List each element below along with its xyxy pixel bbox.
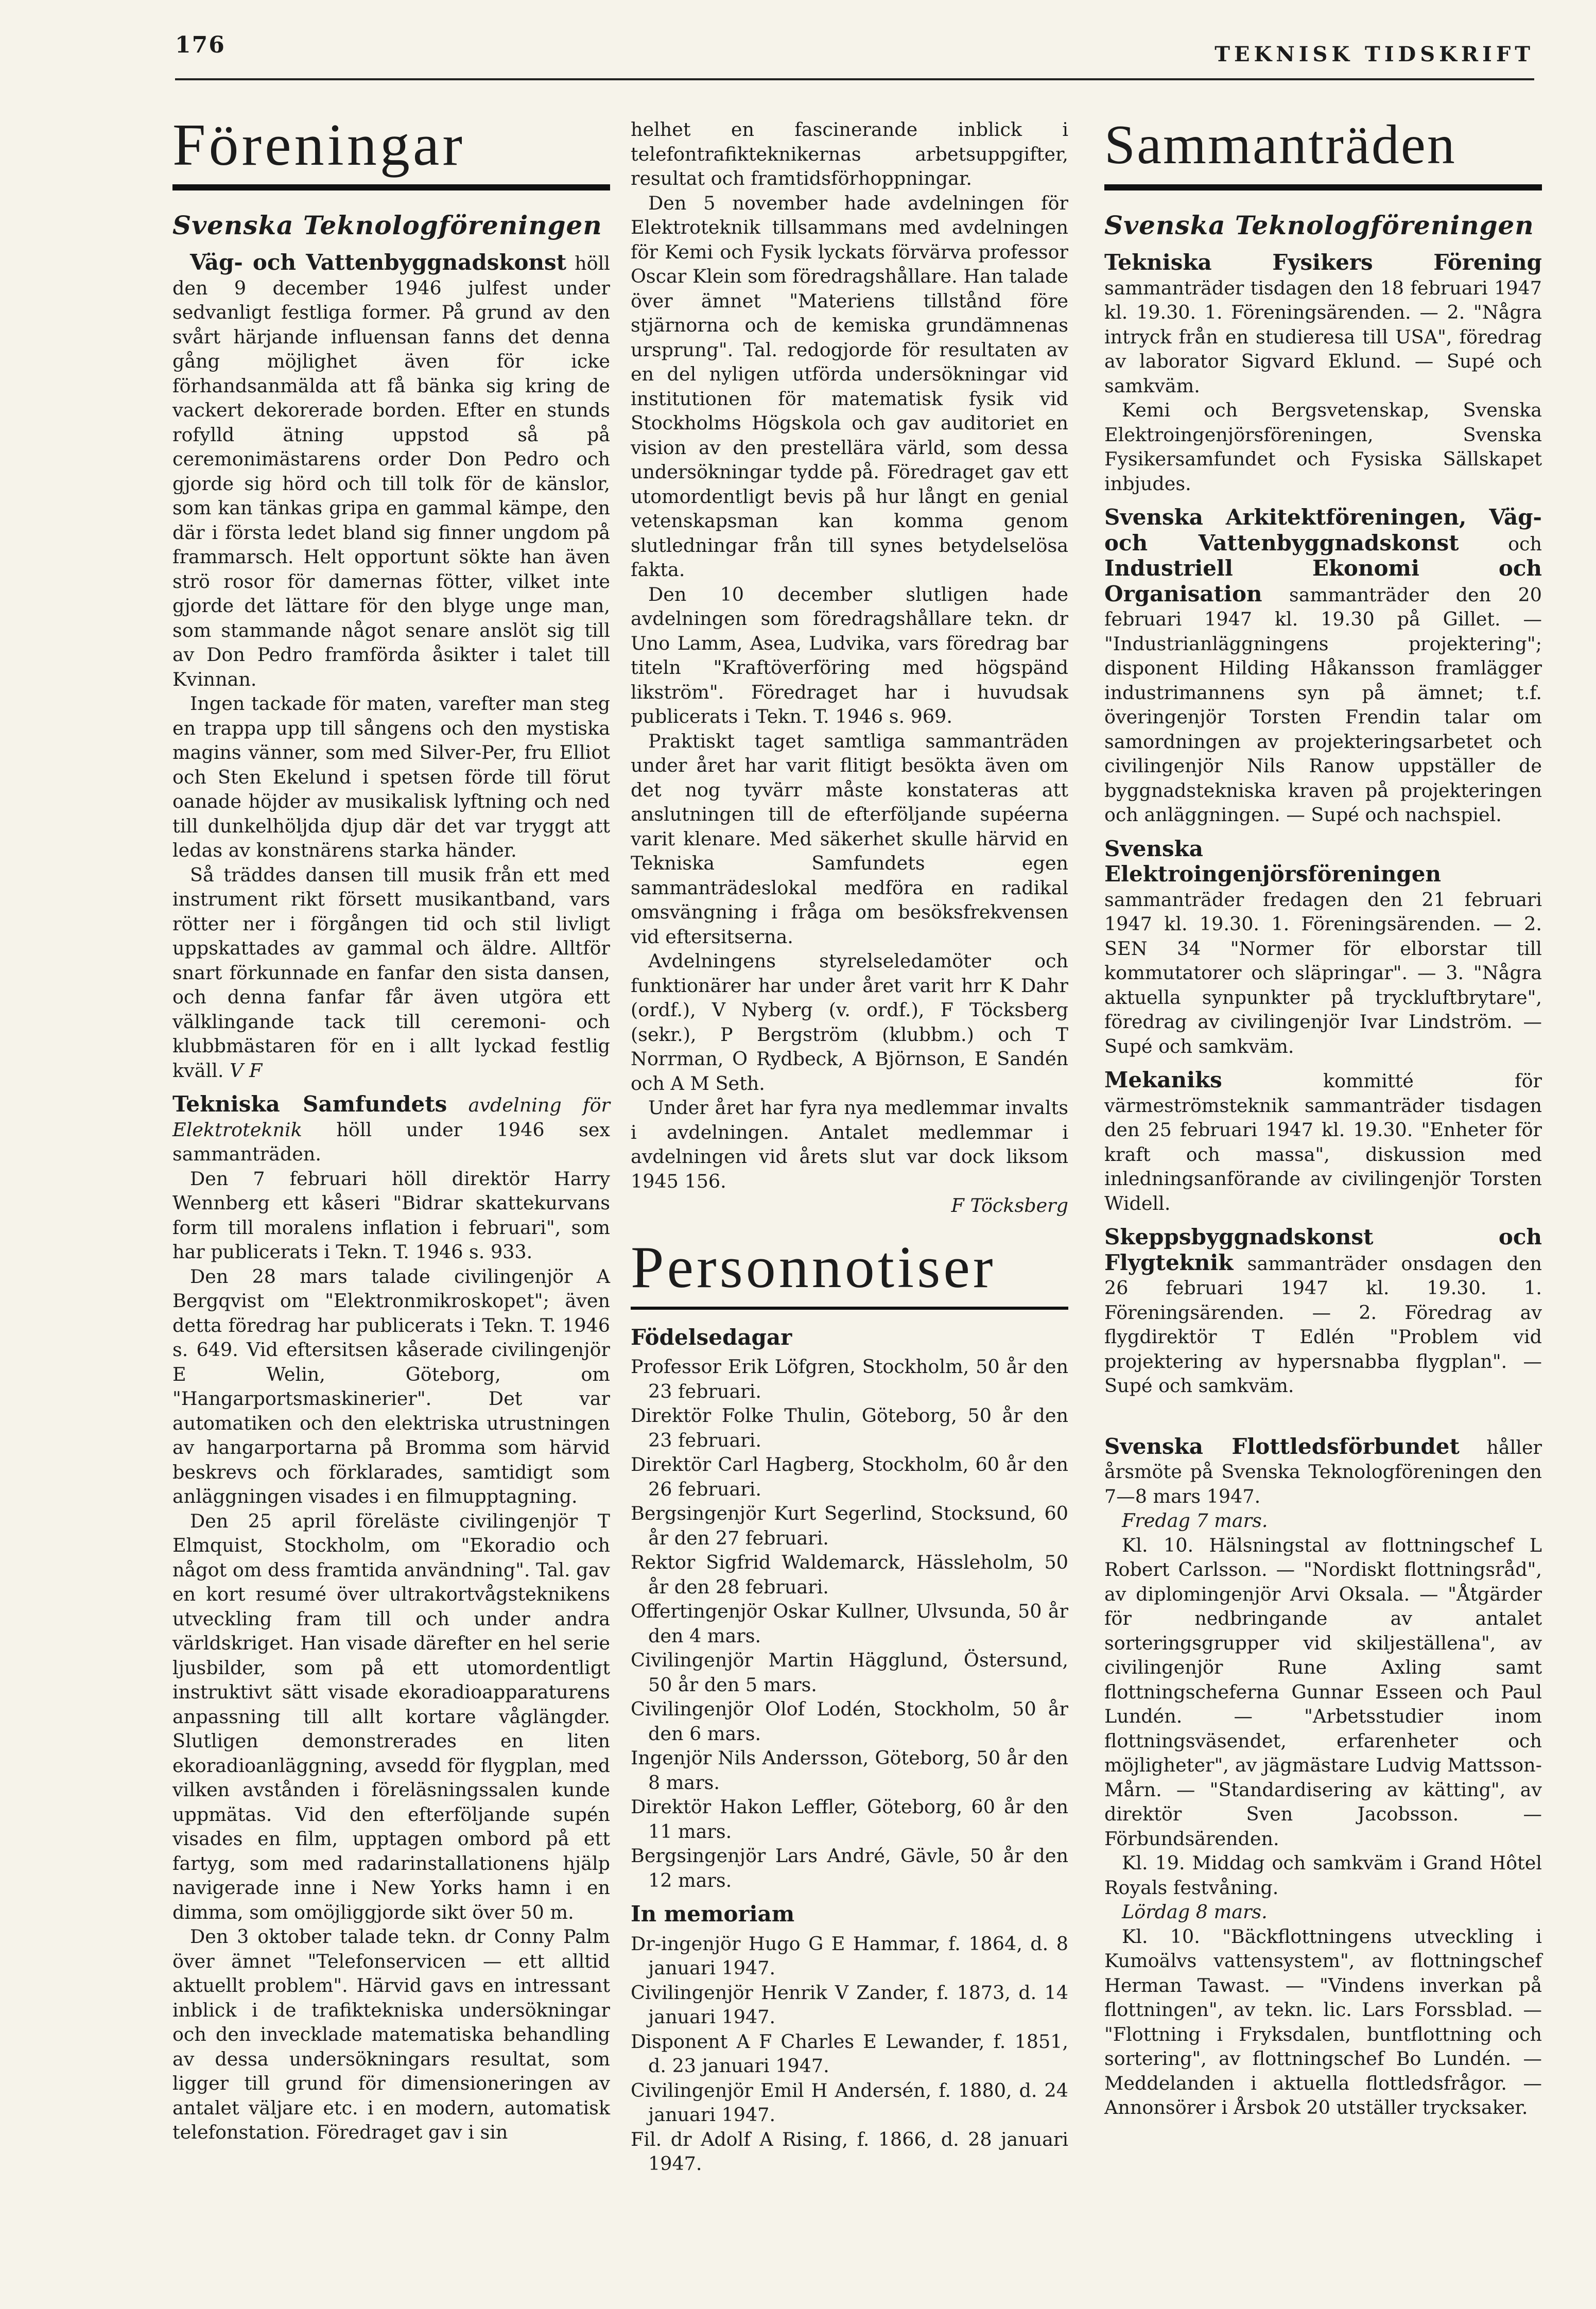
paragraph: Under året har fyra nya medlemmar invalts i avdelningen. Antalet medlemmar i avdelningen vid årets slut var dock liksom 1945 156.: [631, 1097, 1068, 1192]
paragraph: Den 10 december slutligen hade avdelningen som föredragshållare tekn. dr Uno Lamm, Asea, Ludvika, vars föredrag bar titeln "Kraftöverföring med högspänd likström". Föredraget har i huvudsak publicerats i Tekn. T. 1946 s. 969.: [631, 583, 1068, 727]
list-item: Professor Erik Löfgren, Stockholm, 50 år den 23 februari.: [631, 1356, 1068, 1402]
italic-text: avdelning för Elektroteknik: [172, 1094, 611, 1141]
lead-text: Tekniska Samfundets: [172, 1091, 447, 1117]
paragraph: Kl. 19. Middag och samkväm i Grand Hôtel Royals festvåning.: [1104, 1852, 1542, 1899]
paragraph: sammanträder den 20 februari 1947 kl. 19.30 på Gillet. — "Industrianläggningens projektering"; disponent Hilding Håkansson framlägger industrimannens syn på ämnet; t.f. överingenjör Torsten Frendin talar om samordningen av projekteringsarbetet och civilingenjör Nils Ranow uppställer de byggnadstekniska kraven på projekteringen och anläggningen. — Supé och nachspiel.: [1104, 583, 1542, 826]
lead-text: Skeppsbyggnadskonst och Flygteknik: [1104, 1224, 1542, 1275]
lead-text: Svenska Elektroingenjörsföreningen: [1104, 836, 1442, 887]
list-item: Bergsingenjör Kurt Segerlind, Stocksund, 60 år den 27 februari.: [631, 1502, 1068, 1549]
list-item: Direktör Carl Hagberg, Stockholm, 60 år den 26 februari.: [631, 1453, 1068, 1500]
paragraph: sammanträder fredagen den 21 februari 1947 kl. 19.30. 1. Föreningsärenden. — 2. SEN 34 "Normer för elborstar till kommutatorer och släpringar". — 3. "Några aktuella synpunkter på tryckluftbrytare", föredrag av civilingenjör Ivar Lindström. — Supé och samkväm.: [1104, 888, 1542, 1057]
section-title-personnotiser: Personnotiser: [631, 1234, 996, 1300]
list-item: Disponent A F Charles E Lewander, f. 1851, d. 23 januari 1947.: [631, 2030, 1068, 2077]
list-item: Ingenjör Nils Andersson, Göteborg, 50 år den 8 mars.: [631, 1747, 1068, 1794]
list-item: Rektor Sigfrid Waldemarck, Hässleholm, 50 år den 28 februari.: [631, 1551, 1068, 1598]
list-item: Civilingenjör Henrik V Zander, f. 1873, d. 14 januari 1947.: [631, 1981, 1068, 2028]
lead-text: Tekniska Fysikers Förening: [1104, 250, 1542, 275]
paragraph: Ingen tackade för maten, varefter man steg en trappa upp till sångens och den mystiska magins vänner, som med Silver-Per, fru Elliot och Sten Ekelund i spetsen förde till förut oanade höjder av musikalisk lyftning och ned till dunkelhöljda djup där det var tryggt att ledas av konstnärens starka händer.: [172, 692, 610, 861]
paragraph: sammanträder tisdagen den 18 februari 1947 kl. 19.30. 1. Föreningsärenden. — 2. "Några intryck från en studieresa till USA", föredrag av laborator Sigvard Eklund. — Supé och samkväm.: [1104, 276, 1542, 397]
page-number: 176: [175, 32, 225, 58]
lead-text: Svenska Flottledsförbundet: [1104, 1433, 1460, 1459]
column-1: [172, 113, 610, 2145]
signature: V F: [230, 1059, 263, 1082]
paragraph: Den 28 mars talade civilingenjör A Bergqvist om "Elektronmikroskopet"; även detta föredrag har publicerats i Tekn. T. 1946 s. 649. Vid eftersitsen kåserade civilingenjör E Welin, Göteborg, om "Hangarportsmaskinerier". Det var automatiken och den elektriska utrustningen av hangarportarna på Bromma som härvid beskrevs och förklarades, samtidigt som anläggningen visades i en filmupptagning.: [172, 1265, 610, 1507]
journal-name: TEKNISK TIDSKRIFT: [1215, 42, 1534, 66]
title-rule: [1104, 184, 1542, 190]
list-item: Direktör Hakon Leffler, Göteborg, 60 år den 11 mars.: [631, 1796, 1068, 1843]
header-rule: [175, 78, 1534, 80]
memoriam-list: [631, 1932, 1068, 2176]
day-heading: Fredag 7 mars.: [1122, 1509, 1268, 1532]
paragraph: sammanträder onsdagen den 26 februari 1947 kl. 19.30. 1. Föreningsärenden. — 2. Föredrag av flygdirektör T Edlén "Problem vid projektering av hypersnabba flygplan". — Supé och samkväm.: [1104, 1252, 1542, 1397]
signature: F Töcksberg: [951, 1194, 1068, 1217]
paragraph: höll under 1946 sex sammanträden.: [172, 1118, 610, 1165]
column-2: [631, 117, 1068, 2176]
paragraph: Den 5 november hade avdelningen för Elektroteknik tillsammans med avdelningen för Kemi och Fysik lyckats förvärva professor Oscar Klein som föredragshållare. Han talade över ämnet "Materiens tillstånd före stjärnorna och de kemiska grundämnenas ursprung". Tal. redogjorde för resultaten av en del nyligen utförda undersökningar vid institutionen för matematisk fysik vid Stockholms Högskola och gav auditoriet en vision av den prestellära värld, som dessa undersökningar tydde på. Föredraget gav ett utomordentligt bevis på hur långt en genial vetenskapsman kan komma genom slutledningar från till synes betydelselösa fakta.: [631, 192, 1068, 581]
paragraph: Praktiskt taget samtliga sammanträden under året har varit flitigt besökta även om det nog tyvärr måste konstateras att anslutningen till de efterföljande supéerna varit klenare. Med säkerhet skulle härvid en Tekniska Samfundets egen sammanträdeslokal medföra en radikal omsvängning i fråga om besöksfrekvensen vid eftersitserna.: [631, 730, 1068, 948]
list-item: Bergsingenjör Lars André, Gävle, 50 år den 12 mars.: [631, 1845, 1068, 1891]
births-list: [631, 1355, 1068, 1893]
births-heading: Födelsedagar: [631, 1324, 792, 1350]
paragraph: helhet en fascinerande inblick i telefontrafikteknikernas arbetsuppgifter, resultat och framtidsförhoppningar.: [631, 118, 1068, 189]
paragraph: Kl. 10. "Bäckflottningens utveckling i Kumoälvs vattensystem", av flottningschef Herman Tawast. — "Vindens inverkan på flottningen", av tekn. lic. Lars Forssblad. — "Flottning i Fryksdalen, buntflottning och sortering", av flottningschef Bo Lundén. — Meddelanden i aktuella flottledsfrågor. — Annonsörer i Årsbok 20 utställer trycksaker.: [1104, 1925, 1542, 2119]
column-3: [1104, 113, 1542, 2120]
paragraph: Kl. 10. Hälsningstal av flottningschef L Robert Carlsson. — "Nordiskt flottningsråd", av diplomingenjör Arvi Oksala. — "Åtgärder för nedbringande av antalet sorteringsgrupper vid skiljeställena", av civilingenjör Rune Axling samt flottningscheferna Gunnar Esseen och Paul Lundén. — "Arbetsstudier inom flottningsväsendet, erfarenheter och möjligheter", av jägmästare Ludvig Mattsson-Mårn. — "Standardisering av kätting", av direktör Sven Jacobsson. — Förbundsärenden.: [1104, 1534, 1542, 1850]
paragraph: håller årsmöte på Svenska Teknologföreningen den 7—8 mars 1947.: [1104, 1436, 1542, 1507]
paragraph: Den 25 april föreläste civilingenjör T Elmquist, Stockholm, om "Ekoradio och något om dess framtida användning". Tal. gav en kort resumé över ultrakortvågsteknikens utveckling fram till och under andra världskriget. Han visade därefter en hel serie ljusbilder, som på ett utomordentligt instruktivt sätt visade ekoradioapparaturens anpassning till allt kortare våglängder. Slutligen demonstrerades en liten ekoradioanläggning, avsedd för flygplan, med vilken avstånden i föreläsningssalen kunde uppmätas. Vid den efterföljande supén visades en film, upptagen ombord på ett fartyg, som med radarinstallationens hjälp navigerade inne i New Yorks hamn i en dimma, som omöjliggjorde sikt över 50 m.: [172, 1509, 610, 1923]
list-item: Civilingenjör Olof Lodén, Stockholm, 50 år den 6 mars.: [631, 1698, 1068, 1745]
paragraph: Avdelningens styrelseledamöter och funktionärer har under året varit hrr K Dahr (ordf.), V Nyberg (v. ordf.), F Töcksberg (sekr.), P Bergström (klubbm.) och T Norrman, O Rydbeck, A Björnson, E Sandén och A M Seth.: [631, 950, 1068, 1095]
list-item: Civilingenjör Emil H Andersén, f. 1880, d. 24 januari 1947.: [631, 2079, 1068, 2126]
connector-text: och: [1508, 532, 1542, 555]
section-title-foreningar: Föreningar: [172, 112, 465, 178]
paragraph: Kemi och Bergsvetenskap, Svenska Elektroingenjörsföreningen, Svenska Fysikersamfundet och Fysiska Sällskapet inbjudes.: [1104, 399, 1542, 495]
subsection-title: Svenska Teknologföreningen: [172, 210, 602, 240]
title-rule: [172, 184, 610, 190]
page-header: [175, 27, 1534, 83]
list-item: Dr-ingenjör Hugo G E Hammar, f. 1864, d. 8 januari 1947.: [631, 1932, 1068, 1979]
paragraph: Den 3 oktober talade tekn. dr Conny Palm över ämnet "Telefonservicen — ett alltid aktuellt problem". Härvid gavs en intressant inblick i de trafiktekniska undersökningar och den invecklade matematiska behandling av dessa undersökningars resultat, som ligger till grund för dimensioneringen av antalet väljare etc. i en modern, automatisk telefonstation. Föredraget gav i sin: [172, 1925, 610, 2143]
lead-text: Industriell Ekonomi och Organisation: [1104, 555, 1542, 606]
list-item: Civilingenjör Martin Hägglund, Östersund, 50 år den 5 mars.: [631, 1649, 1068, 1696]
lead-text: Svenska Arkitektföreningen, Väg- och Vattenbyggnadskonst: [1104, 505, 1542, 555]
list-item: Direktör Folke Thulin, Göteborg, 50 år den 23 februari.: [631, 1404, 1068, 1451]
lead-text: Väg- och Vattenbyggnadskonst: [190, 250, 567, 275]
memoriam-heading: In memoriam: [631, 1901, 795, 1926]
paragraph: Den 7 februari höll direktör Harry Wennberg ett kåseri "Bidrar skattekurvans form till moralens inflation i februari", som har publicerats i Tekn. T. 1946 s. 933.: [172, 1167, 610, 1263]
section-title-sammantraden: Sammanträden: [1104, 114, 1456, 176]
day-heading: Lördag 8 mars.: [1122, 1901, 1268, 1923]
list-item: Offertingenjör Oskar Kullner, Ulvsunda, 50 år den 4 mars.: [631, 1600, 1068, 1647]
subsection-title: Svenska Teknologföreningen: [1104, 210, 1534, 240]
list-item: Fil. dr Adolf A Rising, f. 1866, d. 28 januari 1947.: [631, 2128, 1068, 2175]
title-rule: [631, 1307, 1068, 1310]
lead-text: Mekaniks: [1104, 1067, 1222, 1092]
paragraph: höll den 9 december 1946 julfest under sedvanligt festliga former. På grund av den svårt härjande influensan fanns det denna gång möjlighet även för icke förhandsanmälda att få bänka sig kring de vackert dekorerade borden. Efter en stunds rofylld ätning uppstod så på ceremonimästarens order Don Pedro och gjorde sig hörd och till tolk för de känslor, som kan tänkas gripa en gammal kämpe, den där i första ledet bland sig finner ungdom på frammarsch. Helt opportunt sökte han även strö rosor för damernas fötter, vilket inte gjorde det lättare för den blyge unge man, som stammande något senare anslöt sig till av Don Pedro framförda åsikter i talet till Kvinnan.: [172, 252, 610, 690]
paragraph: Så träddes dansen till musik från ett med instrument rikt försett musikantband, vars rötter ner i förgången tid och stil livligt uppskattades av gammal och äldre. Alltför snart förkunnade en fanfar den sista dansen, och denna fanfar får även utgöra ett välklingande tack till ceremoni- och klubbmästaren för en i allt lyckad festlig kväll.: [172, 863, 610, 1082]
paragraph: kommitté för värmeströmsteknik sammanträder tisdagen den 25 februari 1947 kl. 19.30. "Enheter för kraft och massa", diskussion med inledningsanförande av civilingenjör Torsten Widell.: [1104, 1070, 1542, 1214]
